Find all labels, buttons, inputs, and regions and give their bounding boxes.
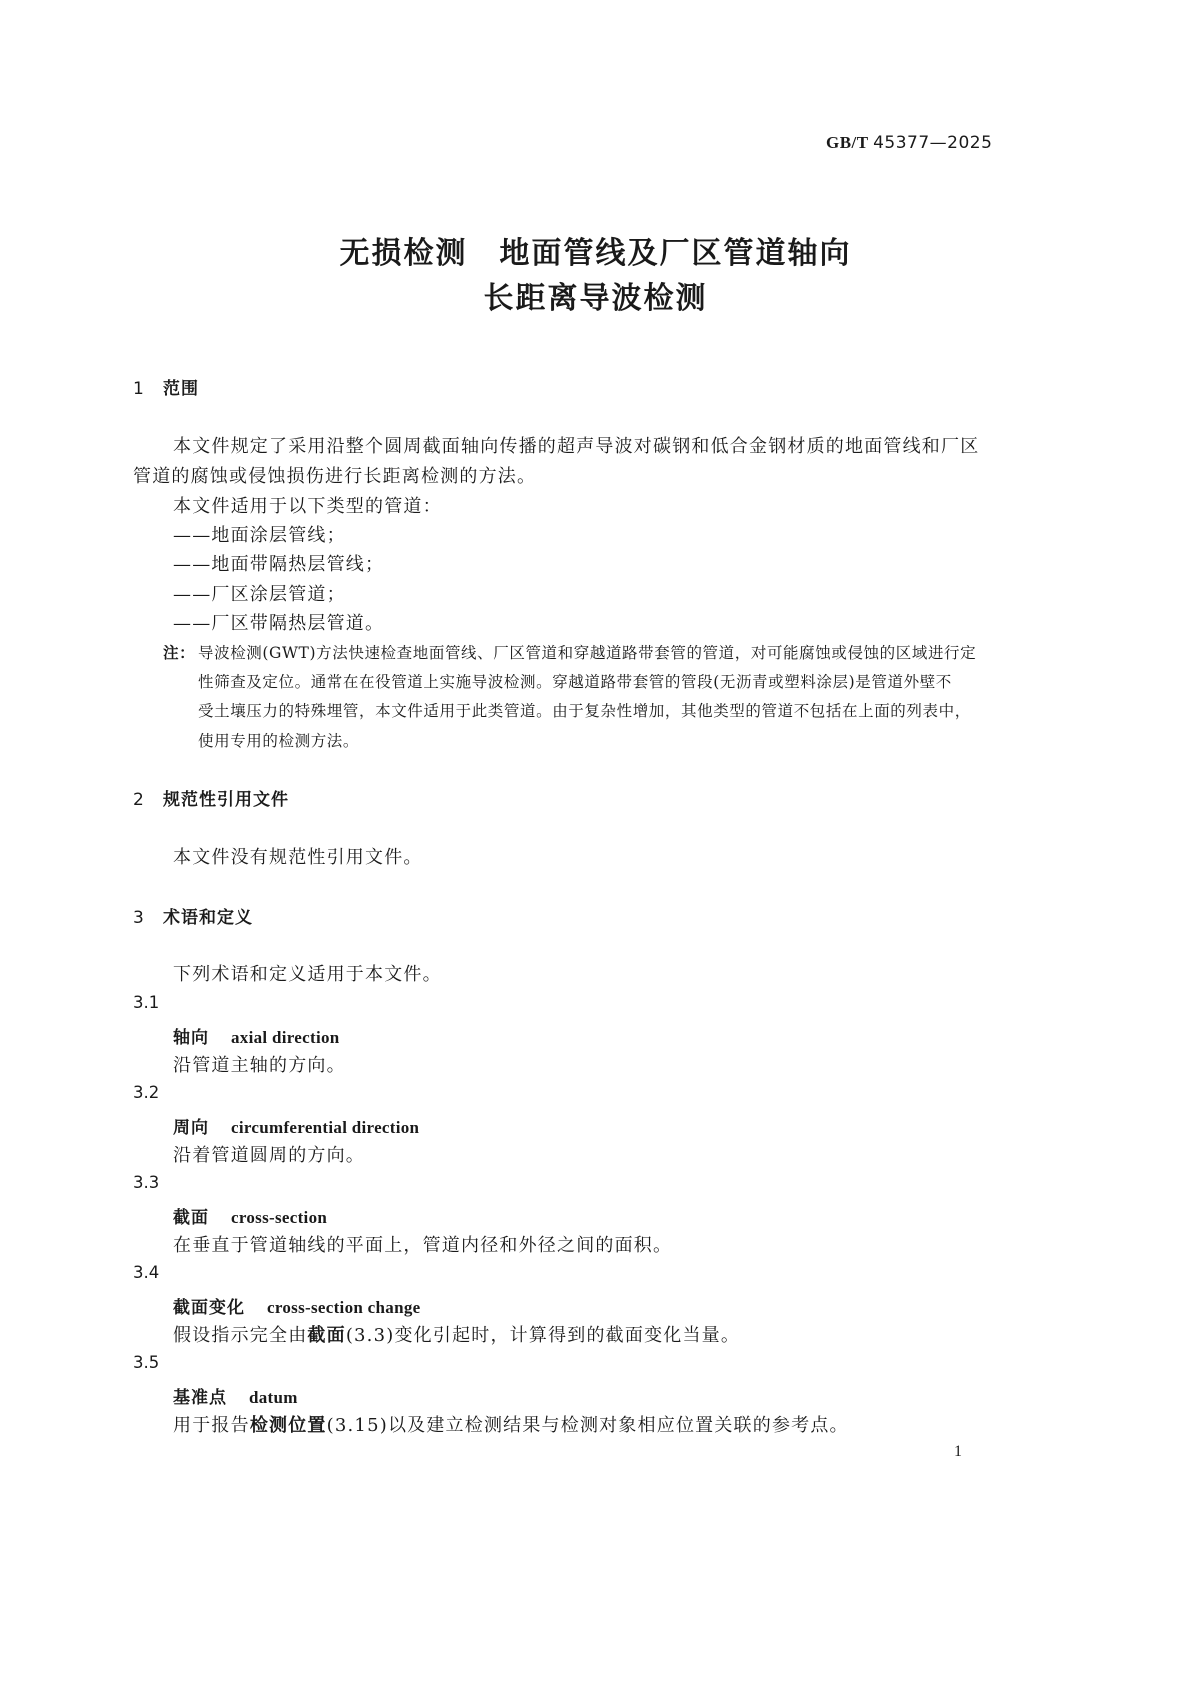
term-definition: 用于报告检测位置(3.15)以及建立检测结果与检测对象相应位置关联的参考点。	[173, 1415, 849, 1436]
standard-prefix: GB/T	[826, 133, 869, 152]
list-item: ——厂区涂层管道；	[173, 584, 346, 605]
page-number: 1	[954, 1443, 962, 1460]
term-title: 轴向 axial direction	[173, 1028, 340, 1048]
section-3-heading: 3 术语和定义	[133, 908, 253, 928]
section-1-paragraph-line2: 管道的腐蚀或侵蚀损伤进行长距离检测的方法。	[133, 466, 537, 487]
term-title: 截面 cross-section	[173, 1208, 328, 1228]
section-1-applicability: 本文件适用于以下类型的管道：	[173, 496, 442, 517]
note-line: 导波检测(GWT)方法快速检查地面管线、厂区管道和穿越道路带套管的管道，对可能腐蚀或侵蚀的区域进行定	[198, 644, 977, 662]
term-number: 3.4	[133, 1263, 160, 1282]
term-reference[interactable]: 检测位置	[249, 1415, 327, 1436]
section-1-heading: 1 范围	[133, 379, 199, 399]
list-item: ——厂区带隔热层管道。	[173, 613, 385, 634]
section-2-paragraph: 本文件没有规范性引用文件。	[173, 847, 423, 868]
term-number: 3.5	[133, 1353, 160, 1372]
term-definition: 在垂直于管道轴线的平面上，管道内径和外径之间的面积。	[173, 1235, 673, 1256]
term-number: 3.1	[133, 993, 160, 1012]
standard-code: 45377—2025	[873, 133, 993, 153]
term-title: 基准点 datum	[173, 1388, 298, 1408]
section-1-paragraph-line1: 本文件规定了采用沿整个圆周截面轴向传播的超声导波对碳钢和低合金钢材质的地面管线和厂区	[173, 436, 980, 457]
document-title-line2: 长距离导波检测	[483, 281, 708, 316]
term-reference[interactable]: 截面	[307, 1325, 346, 1346]
section-3-intro: 下列术语和定义适用于本文件。	[173, 964, 442, 985]
document-title-line1: 无损检测 地面管线及厂区管道轴向	[339, 236, 852, 271]
list-item: ——地面带隔热层管线；	[173, 554, 385, 575]
term-definition: 沿着管道圆周的方向。	[173, 1145, 365, 1166]
note-line: 性筛查及定位。通常在在役管道上实施导波检测。穿越道路带套管的管段(无沥青或塑料涂层)是管道外壁不	[198, 673, 952, 691]
term-definition: 沿管道主轴的方向。	[173, 1055, 346, 1076]
term-title: 截面变化 cross-section change	[173, 1298, 421, 1318]
note-label: 注：	[163, 644, 196, 662]
note-line: 受土壤压力的特殊埋管，本文件适用于此类管道。由于复杂性增加，其他类型的管道不包括在上面的列表中，	[198, 702, 971, 720]
standard-number	[826, 133, 992, 153]
term-number: 3.3	[133, 1173, 160, 1192]
section-2-heading: 2 规范性引用文件	[133, 790, 289, 810]
note-line: 使用专用的检测方法。	[198, 732, 360, 750]
term-number: 3.2	[133, 1083, 160, 1102]
list-item: ——地面涂层管线；	[173, 525, 346, 546]
term-definition: 假设指示完全由截面(3.3)变化引起时，计算得到的截面变化当量。	[173, 1325, 741, 1346]
term-title: 周向 circumferential direction	[173, 1118, 420, 1138]
